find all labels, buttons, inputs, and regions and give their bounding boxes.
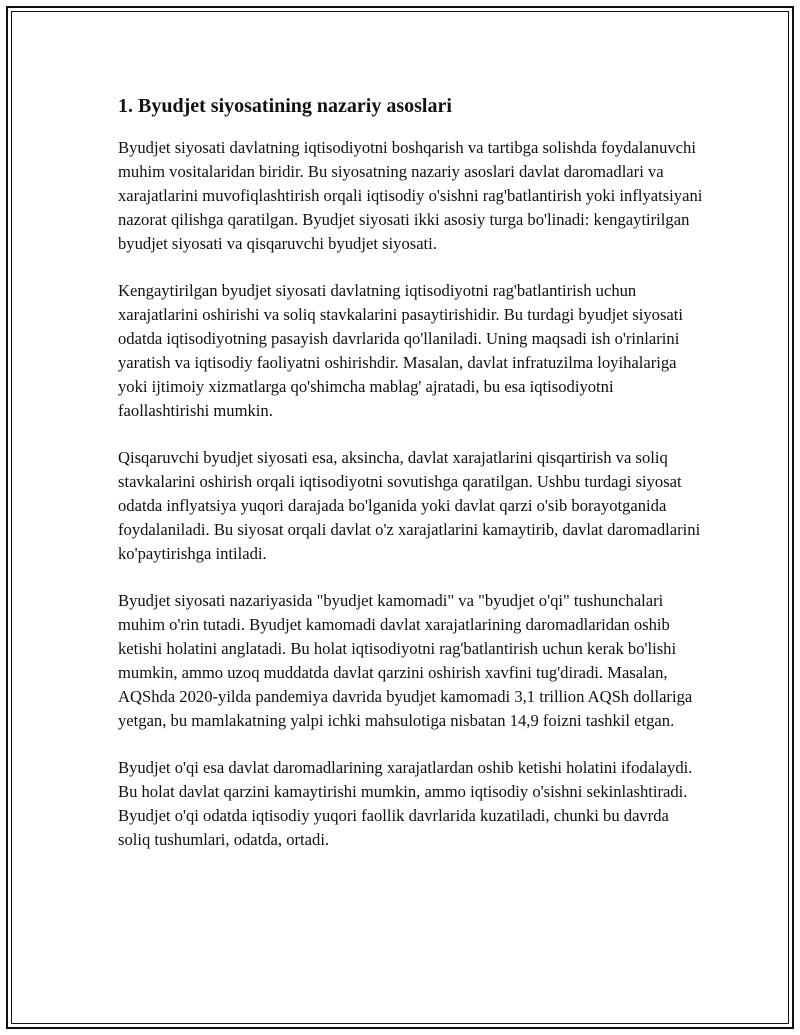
paragraph-4: Byudjet siyosati nazariyasida "byudjet kamomadi" va "byudjet o'qi" tushunchalari muhim o'rin tutadi. Byudjet kamomadi davlat xarajatlarining daromadlaridan oshib ketishi holatini anglatadi. Bu holat iqtisodiyotni rag'batlantirish uchun kerak bo'lishi mumkin, ammo uzoq muddatda davlat qarzini oshirish xavfini tug'diradi. Masalan, AQShda 2020-yilda pandemiya davrida byudjet kamomadi 3,1 trillion AQSh dollariga yetgan, bu mamlakatning yalpi ichki mahsulotiga nisbatan 14,9 foizni tashkil etgan. (118, 591, 693, 730)
paragraph-5: Byudjet o'qi esa davlat daromadlarining xarajatlardan oshib ketishi holatini ifodalaydi. Bu holat davlat qarzini kamaytirishi mumkin, ammo iqtisodiy o'sishni sekinlashtiradi. Byudjet o'qi odatda iqtisodiy yuqori faollik davrlarida kuzatiladi, chunki bu davrda soliq tushumlari, odatda, ortadi. (118, 758, 693, 849)
section-heading: 1. Byudjet siyosatining nazariy asoslari (118, 95, 452, 117)
paragraph-1: Byudjet siyosati davlatning iqtisodiyotni boshqarish va tartibga solishda foydalanuvchi muhim vositalaridan biridir. Bu siyosatning nazariy asoslari davlat daromadlari va xarajatlarini muvofiqlashtirish orqali iqtisodiy o'sishni rag'batlantirish yoki inflyatsiyani nazorat qilishga qaratilgan. Byudjet siyosati ikki asosiy turga bo'linadi: kengaytirilgan byudjet siyosati va qisqaruvchi byudjet siyosati. (118, 138, 703, 253)
paragraph-3: Qisqaruvchi byudjet siyosati esa, aksincha, davlat xarajatlarini qisqartirish va soliq stavkalarini oshirish orqali iqtisodiyotni sovutishga qaratilgan. Ushbu turdagi siyosat odatda inflyatsiya yuqori darajada bo'lganida yoki davlat qarzi o'sib borayotganida foydalaniladi. Bu siyosat orqali davlat o'z xarajatlarini kamaytirib, davlat daromadlarini ko'paytirishga intiladi. (118, 448, 701, 563)
document-body (118, 92, 703, 875)
paragraph-2: Kengaytirilgan byudjet siyosati davlatning iqtisodiyotni rag'batlantirish uchun xarajatlarini oshirishi va soliq stavkalarini pasaytirishidir. Bu turdagi byudjet siyosati odatda iqtisodiyotning pasayish davrlarida qo'llaniladi. Uning maqsadi ish o'rinlarini yaratish va iqtisodiy faoliyatni oshirishdir. Masalan, davlat infratuzilma loyihalariga yoki ijtimoiy xizmatlarga qo'shimcha mablag' ajratadi, bu esa iqtisodiyotni faollashtirishi mumkin. (118, 281, 684, 420)
